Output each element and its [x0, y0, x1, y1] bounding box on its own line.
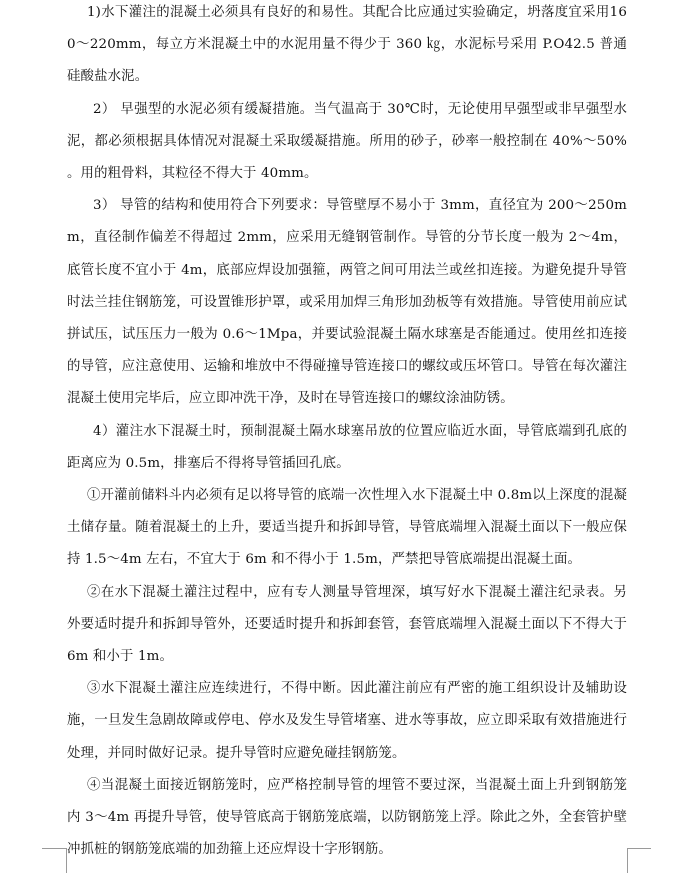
paragraph-item-1-storage-hopper: ①开灌前储料斗内必须有足以将导管的底端一次性埋入水下混凝土中 0.8m以上深度的混凝土储存量。随着混凝土的上升，要适当提升和拆卸导管，导管底端埋入混凝土面以下一般应保持 1.5～4m 左右，不宜大于 6m 和不得小于 1.5m，严禁把导管底端提出混凝土面。 [67, 488, 627, 568]
paragraph-pouring-underwater-concrete: 4）灌注水下混凝土时，预制混凝土隔水球塞吊放的位置应临近水面，导管底端到孔底的距离应为 0.5m，排塞后不得将导管插回孔底。 [67, 423, 627, 471]
paragraph-item-4-rebar-cage: ④当混凝土面接近钢筋笼时，应严格控制导管的埋管不要过深，当混凝土面上升到钢筋笼内 3～4m 再提升导管，使导管底高于钢筋笼底端，以防钢筋笼上浮。除此之外，全套管护壁冲抓桩的钢筋笼底端的加劲箍上还应焊设十字形钢筋。 [67, 777, 627, 858]
crop-mark-right-horizontal [627, 848, 651, 849]
crop-mark-left-vertical [66, 848, 67, 873]
paragraph-concrete-workability: 1)水下灌注的混凝土必须具有良好的和易性。其配合比应通过实验确定，坍落度宜采用160～220mm，每立方米混凝土中的水泥用量不得少于 360 ㎏，水泥标号采用 P.O42.5 普通硅酸盐水泥。 [67, 5, 627, 85]
paragraph-item-2-depth-measurement: ②在水下混凝土灌注过程中，应有专人测量导管埋深，填写好水下混凝土灌注纪录表。另外要适时提升和拆卸导管外，还要适时提升和拆卸套管，套管底端埋入混凝土面以下不得大于 6m 和小于 1m。 [67, 584, 627, 665]
document-body [67, 0, 627, 866]
paragraph-tremie-pipe-requirements: 3） 导管的结构和使用符合下列要求：导管壁厚不易小于 3mm，直径宜为 200～250mm，直径制作偏差不得超过 2mm，应采用无缝钢管制作。导管的分节长度一般为 2～4m，底管长度不宜小于 4m，底部应焊设加强箍，两管之间可用法兰或丝扣连接。为避免提升导管时法兰挂住钢筋笼，可设置锥形护罩，或采用加焊三角形加劲板等有效措施。导管使用前应试拼试压，试压压力一般为 0.6～1Mpa，并要试验混凝土隔水球塞是否能通过。使用丝扣连接的导管，应注意使用、运输和堆放中不得碰撞导管连接口的螺纹或压坏管口。导管在每次灌注混凝土使用完毕后，应立即冲洗干净，及时在导管连接口的螺纹涂油防锈。 [67, 198, 627, 407]
paragraph-retarding-measures: 2） 早强型的水泥必须有缓凝措施。当气温高于 30℃时，无论使用早强型或非早强型水泥，都必须根据具体情况对混凝土采取缓凝措施。所用的砂子，砂率一般控制在 40%～50% 。用的粗骨料，其粒径不得大于 40mm。 [67, 101, 627, 182]
paragraph-item-3-continuous-pouring: ③水下混凝土灌注应连续进行，不得中断。因此灌注前应有严密的施工组织设计及辅助设施，一旦发生急剧故障或停电、停水及发生导管堵塞、进水等事故，应立即采取有效措施进行处理，并同时做好记录。提升导管时应避免碰挂钢筋笼。 [67, 681, 627, 761]
crop-mark-left-horizontal [42, 848, 67, 849]
crop-mark-right-vertical [627, 848, 628, 873]
